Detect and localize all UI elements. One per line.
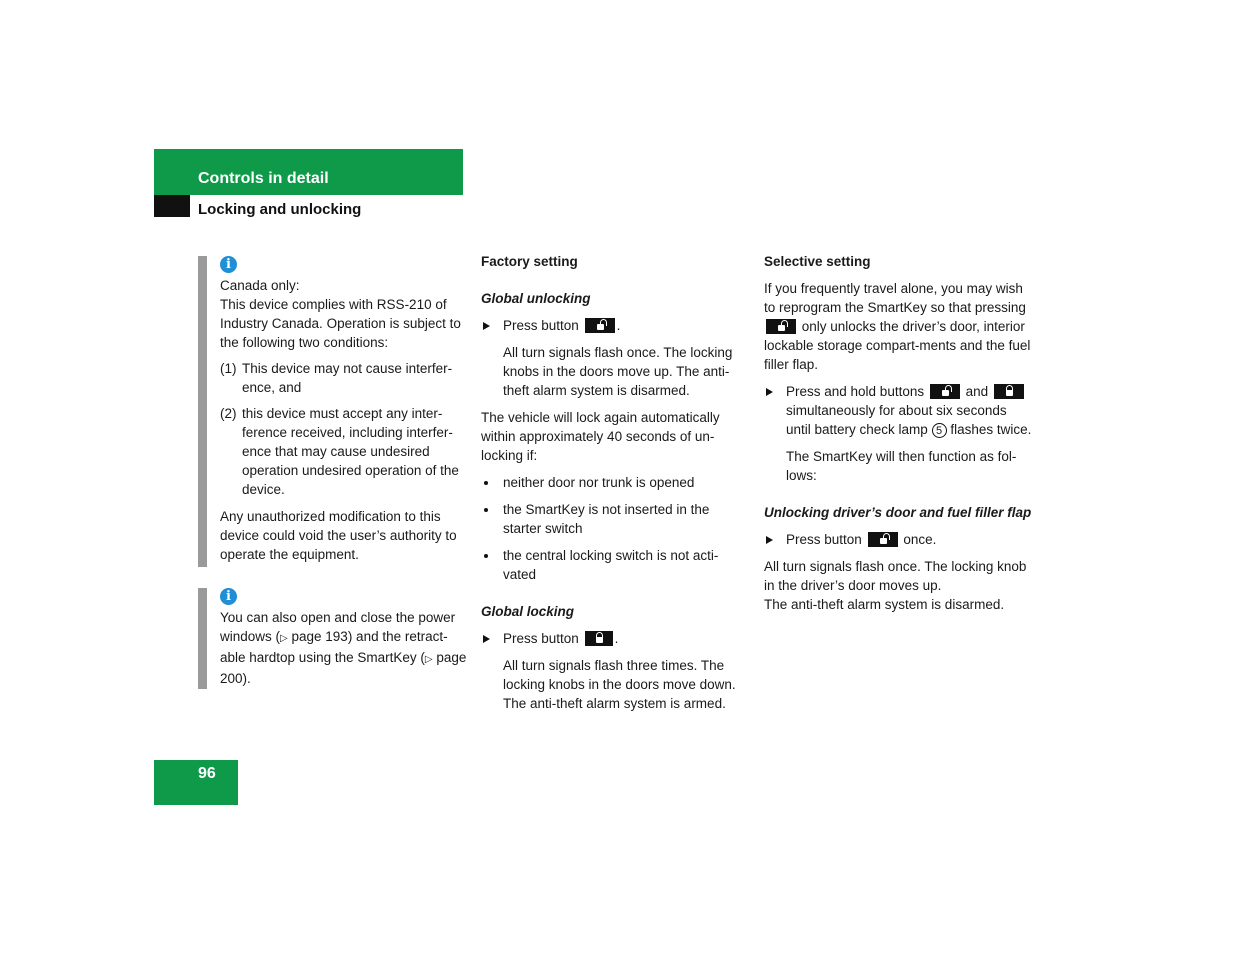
factory-setting-column (481, 252, 746, 713)
bullet-icon (484, 508, 488, 512)
list-item (220, 359, 468, 397)
selective-setting-column (764, 252, 1032, 614)
section-title: Controls in detail (198, 170, 329, 187)
subheading-unlocking-driver-door: Unlocking driver’s door and fuel filler flap (764, 505, 1032, 520)
list-item (220, 404, 468, 499)
subheading-global-locking: Global locking (481, 604, 575, 619)
unlock-button-icon (585, 318, 615, 333)
subsection-marker (154, 195, 190, 217)
unlock-button-icon (868, 532, 898, 547)
page-ref-arrow-icon: ▷ (280, 633, 288, 644)
instruction-step: Press button . (481, 316, 746, 335)
step-result: All turn signals flash three times. The locking knobs in the doors move down. The anti-theft alarm system is armed. (503, 658, 736, 711)
condition-list (220, 359, 468, 499)
list-item: the central locking switch is not acti-vated (481, 546, 746, 584)
lock-button-icon (994, 384, 1024, 399)
step-arrow-icon (766, 536, 773, 544)
section-heading: Selective setting (764, 254, 871, 269)
list-item: the SmartKey is not inserted in the starter switch (481, 500, 746, 538)
instruction-step: Press and hold buttons and simultaneously for about six seconds until battery check lamp 5 flashes twice. (764, 382, 1032, 439)
item-number: (1) (220, 361, 237, 376)
step-arrow-icon (766, 388, 773, 396)
section-heading: Factory setting (481, 254, 578, 269)
step-arrow-icon (483, 635, 490, 643)
unlock-button-icon (930, 384, 960, 399)
intro-paragraph: If you frequently travel alone, you may wish to reprogram the SmartKey so that pressing only unlocks the driver’s door, interior lockable storage compart-ments and the fuel filler flap. (764, 281, 1031, 372)
page-ref-link[interactable]: page 193 (291, 629, 348, 644)
info-icon: i (220, 256, 237, 273)
item-text: this device must accept any inter-ference received, including interfer-ence that may cause undesired operation undesired operation of the device. (242, 406, 459, 497)
battery-lamp-number-icon: 5 (932, 423, 947, 438)
instruction-step: Press button once. (764, 530, 1032, 549)
info-box-canada (198, 256, 468, 567)
info-icon: i (220, 588, 237, 605)
step-arrow-icon (483, 322, 490, 330)
info-line: Canada only: (220, 278, 300, 293)
page-number: 96 (198, 765, 216, 782)
result-paragraph-2: The anti-theft alarm system is disarmed. (764, 597, 1005, 612)
result-paragraph: All turn signals flash once. The locking knob in the driver’s door moves up. (764, 559, 1027, 593)
info-paragraph: This device complies with RSS-210 of Industry Canada. Operation is subject to the following two conditions: (220, 297, 461, 350)
info-closing: Any unauthorized modification to this device could void the user’s authority to operate the equipment. (220, 509, 457, 562)
step-result: All turn signals flash once. The locking knobs in the doors move up. The anti-theft alarm system is disarmed. (503, 345, 733, 398)
bullet-icon (484, 554, 488, 558)
unlock-button-icon (766, 319, 796, 334)
step-result: The SmartKey will then function as fol-lows: (786, 449, 1017, 483)
subsection-title: Locking and unlocking (198, 201, 362, 218)
lock-button-icon (585, 631, 613, 646)
info-box-smartkey (198, 588, 468, 689)
item-text: This device may not cause interfer-ence, and (242, 361, 453, 395)
bullet-icon (484, 481, 488, 485)
subheading-global-unlocking: Global unlocking (481, 291, 591, 306)
item-number: (2) (220, 406, 237, 421)
info-paragraph: You can also open and close the power windows (▷ page 193) and the retract-able hardtop using the SmartKey (▷ page 200). (220, 610, 467, 686)
list-item: neither door nor trunk is opened (481, 473, 746, 492)
instruction-step: Press button . (481, 629, 746, 648)
page-ref-arrow-icon: ▷ (424, 654, 433, 665)
page-ref-link[interactable]: page 200 (220, 650, 467, 686)
relock-paragraph: The vehicle will lock again automatically within approximately 40 seconds of un-locking if: (481, 410, 720, 463)
